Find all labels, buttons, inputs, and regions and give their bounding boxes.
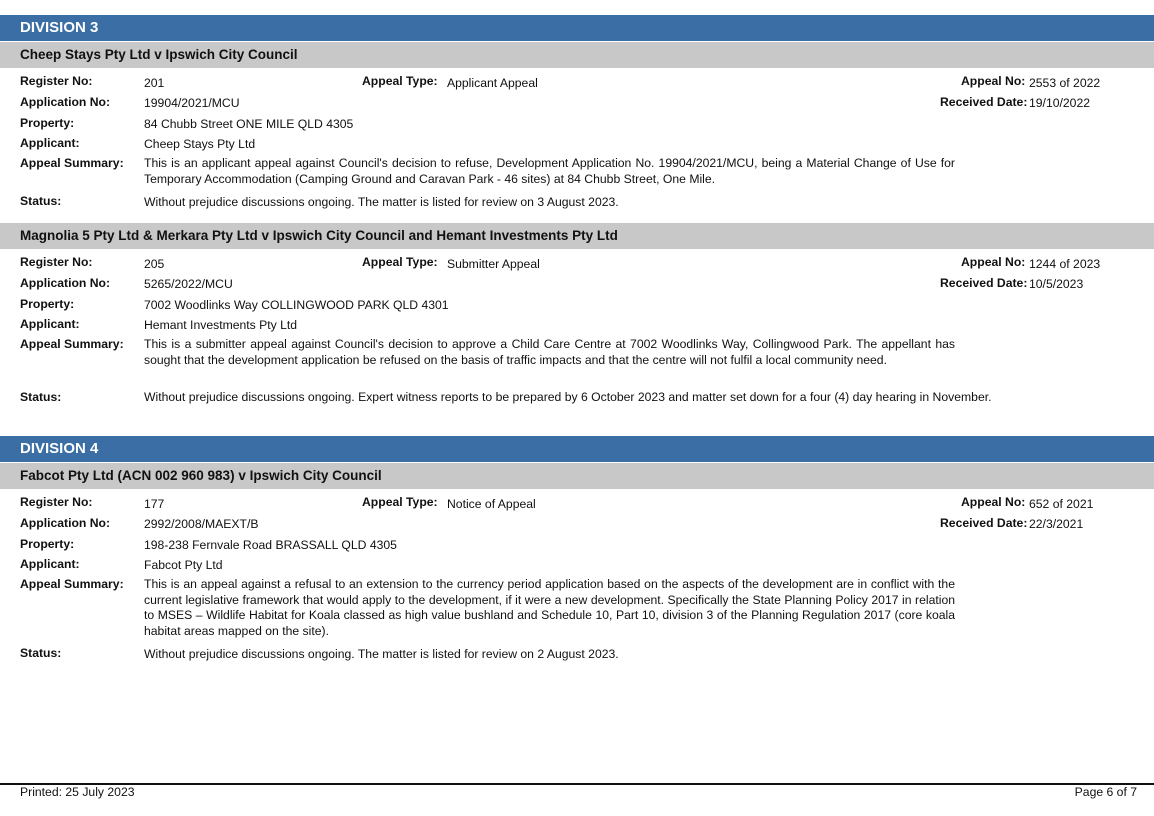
- applicant-value: Fabcot Pty Ltd: [144, 558, 223, 572]
- status-label: Status:: [20, 646, 62, 660]
- appeal-no-label: Appeal No:: [961, 495, 1026, 509]
- appeal-type-label: Appeal Type:: [362, 74, 438, 88]
- appeal-type-value: Notice of Appeal: [447, 497, 536, 511]
- appeal-no-value: 2553 of 2022: [1029, 76, 1101, 90]
- property-value: 7002 Woodlinks Way COLLINGWOOD PARK QLD 4301: [144, 298, 449, 312]
- application-no-label: Application No:: [20, 276, 111, 290]
- case-title: Cheep Stays Pty Ltd v Ipswich City Council: [20, 47, 298, 62]
- appeal-no-value: 1244 of 2023: [1029, 257, 1101, 271]
- appeal-type-value: Submitter Appeal: [447, 257, 540, 271]
- appeal-summary-text: This is an applicant appeal against Council's decision to refuse, Development Application No. 19904/2021/MCU, being a Material Change of Use for Temporary Accommodation (Camping Ground and Caravan Park - 46 sites) at 84 Chubb Street, One Mile.: [144, 156, 955, 186]
- case-title: Fabcot Pty Ltd (ACN 002 960 983) v Ipswich City Council: [20, 468, 382, 483]
- page-number: Page 6 of 7: [1074, 785, 1137, 799]
- applicant-label: Applicant:: [20, 317, 80, 331]
- property-label: Property:: [20, 297, 75, 311]
- appeal-no-label: Appeal No:: [961, 255, 1026, 269]
- received-date-label: Received Date:: [940, 516, 1028, 530]
- printed-date: Printed: 25 July 2023: [20, 785, 135, 799]
- appeal-type-value: Applicant Appeal: [447, 76, 538, 90]
- appeal-type-label: Appeal Type:: [362, 255, 438, 269]
- appeal-no-label: Appeal No:: [961, 74, 1026, 88]
- received-date-label: Received Date:: [940, 95, 1028, 109]
- appeal-summary-label: Appeal Summary:: [20, 337, 124, 351]
- applicant-label: Applicant:: [20, 557, 80, 571]
- application-no-value: 5265/2022/MCU: [144, 277, 233, 291]
- property-label: Property:: [20, 537, 75, 551]
- application-no-value: 19904/2021/MCU: [144, 96, 240, 110]
- register-no-label: Register No:: [20, 495, 93, 509]
- appeal-summary-text: This is a submitter appeal against Council's decision to approve a Child Care Centre at 7002 Woodlinks Way, Collingwood Park. The appellant has sought that the development application be refused on the basis of traffic impacts and that the centre will not fulfil a local community need.: [144, 337, 955, 367]
- status-label: Status:: [20, 194, 62, 208]
- appeal-type-label: Appeal Type:: [362, 495, 438, 509]
- property-value: 198-238 Fernvale Road BRASSALL QLD 4305: [144, 538, 397, 552]
- appeal-no-value: 652 of 2021: [1029, 497, 1094, 511]
- applicant-label: Applicant:: [20, 136, 80, 150]
- appeal-summary-label: Appeal Summary:: [20, 156, 124, 170]
- received-date-value: 10/5/2023: [1029, 277, 1084, 291]
- application-no-value: 2992/2008/MAEXT/B: [144, 517, 259, 531]
- status-value: Without prejudice discussions ongoing. Expert witness reports to be prepared by 6 October 2023 and matter set down for a four (4) day hearing in November.: [144, 390, 992, 404]
- status-value: Without prejudice discussions ongoing. The matter is listed for review on 2 August 2023.: [144, 647, 619, 661]
- application-no-label: Application No:: [20, 95, 111, 109]
- register-no-value: 205: [144, 257, 165, 271]
- division-title: DIVISION 4: [20, 440, 99, 457]
- property-label: Property:: [20, 116, 75, 130]
- received-date-label: Received Date:: [940, 276, 1028, 290]
- status-value: Without prejudice discussions ongoing. The matter is listed for review on 3 August 2023.: [144, 195, 619, 209]
- applicant-value: Hemant Investments Pty Ltd: [144, 318, 298, 332]
- application-no-label: Application No:: [20, 516, 111, 530]
- received-date-value: 22/3/2021: [1029, 517, 1084, 531]
- register-no-value: 177: [144, 497, 165, 511]
- appeal-summary-label: Appeal Summary:: [20, 577, 124, 591]
- division-title: DIVISION 3: [20, 19, 99, 36]
- case-title-bar: [0, 42, 1154, 68]
- division-header: [0, 15, 1154, 41]
- register-no-value: 201: [144, 76, 165, 90]
- applicant-value: Cheep Stays Pty Ltd: [144, 137, 256, 151]
- property-value: 84 Chubb Street ONE MILE QLD 4305: [144, 117, 354, 131]
- case-title: Magnolia 5 Pty Ltd & Merkara Pty Ltd v Ipswich City Council and Hemant Investments Pty Ltd: [20, 228, 618, 243]
- footer-divider: [0, 783, 1154, 785]
- case-title-bar: [0, 463, 1154, 489]
- status-label: Status:: [20, 390, 62, 404]
- register-no-label: Register No:: [20, 74, 93, 88]
- appeal-summary-text: This is an appeal against a refusal to an extension to the currency period application based on the aspects of the development are in conflict with the current legislative framework that would apply to the development, if it were a new development. Specifically the State Planning Policy 2017 in relation to MSES – Wildlife Habitat for Koala classed as high value bushland and Schedule 10, Part 10, division 3 of the Planning Regulation 2017 (core koala habitat areas mapped on the site).: [144, 577, 955, 638]
- received-date-value: 19/10/2022: [1029, 96, 1090, 110]
- division-header: [0, 436, 1154, 462]
- register-no-label: Register No:: [20, 255, 93, 269]
- case-title-bar: [0, 223, 1154, 249]
